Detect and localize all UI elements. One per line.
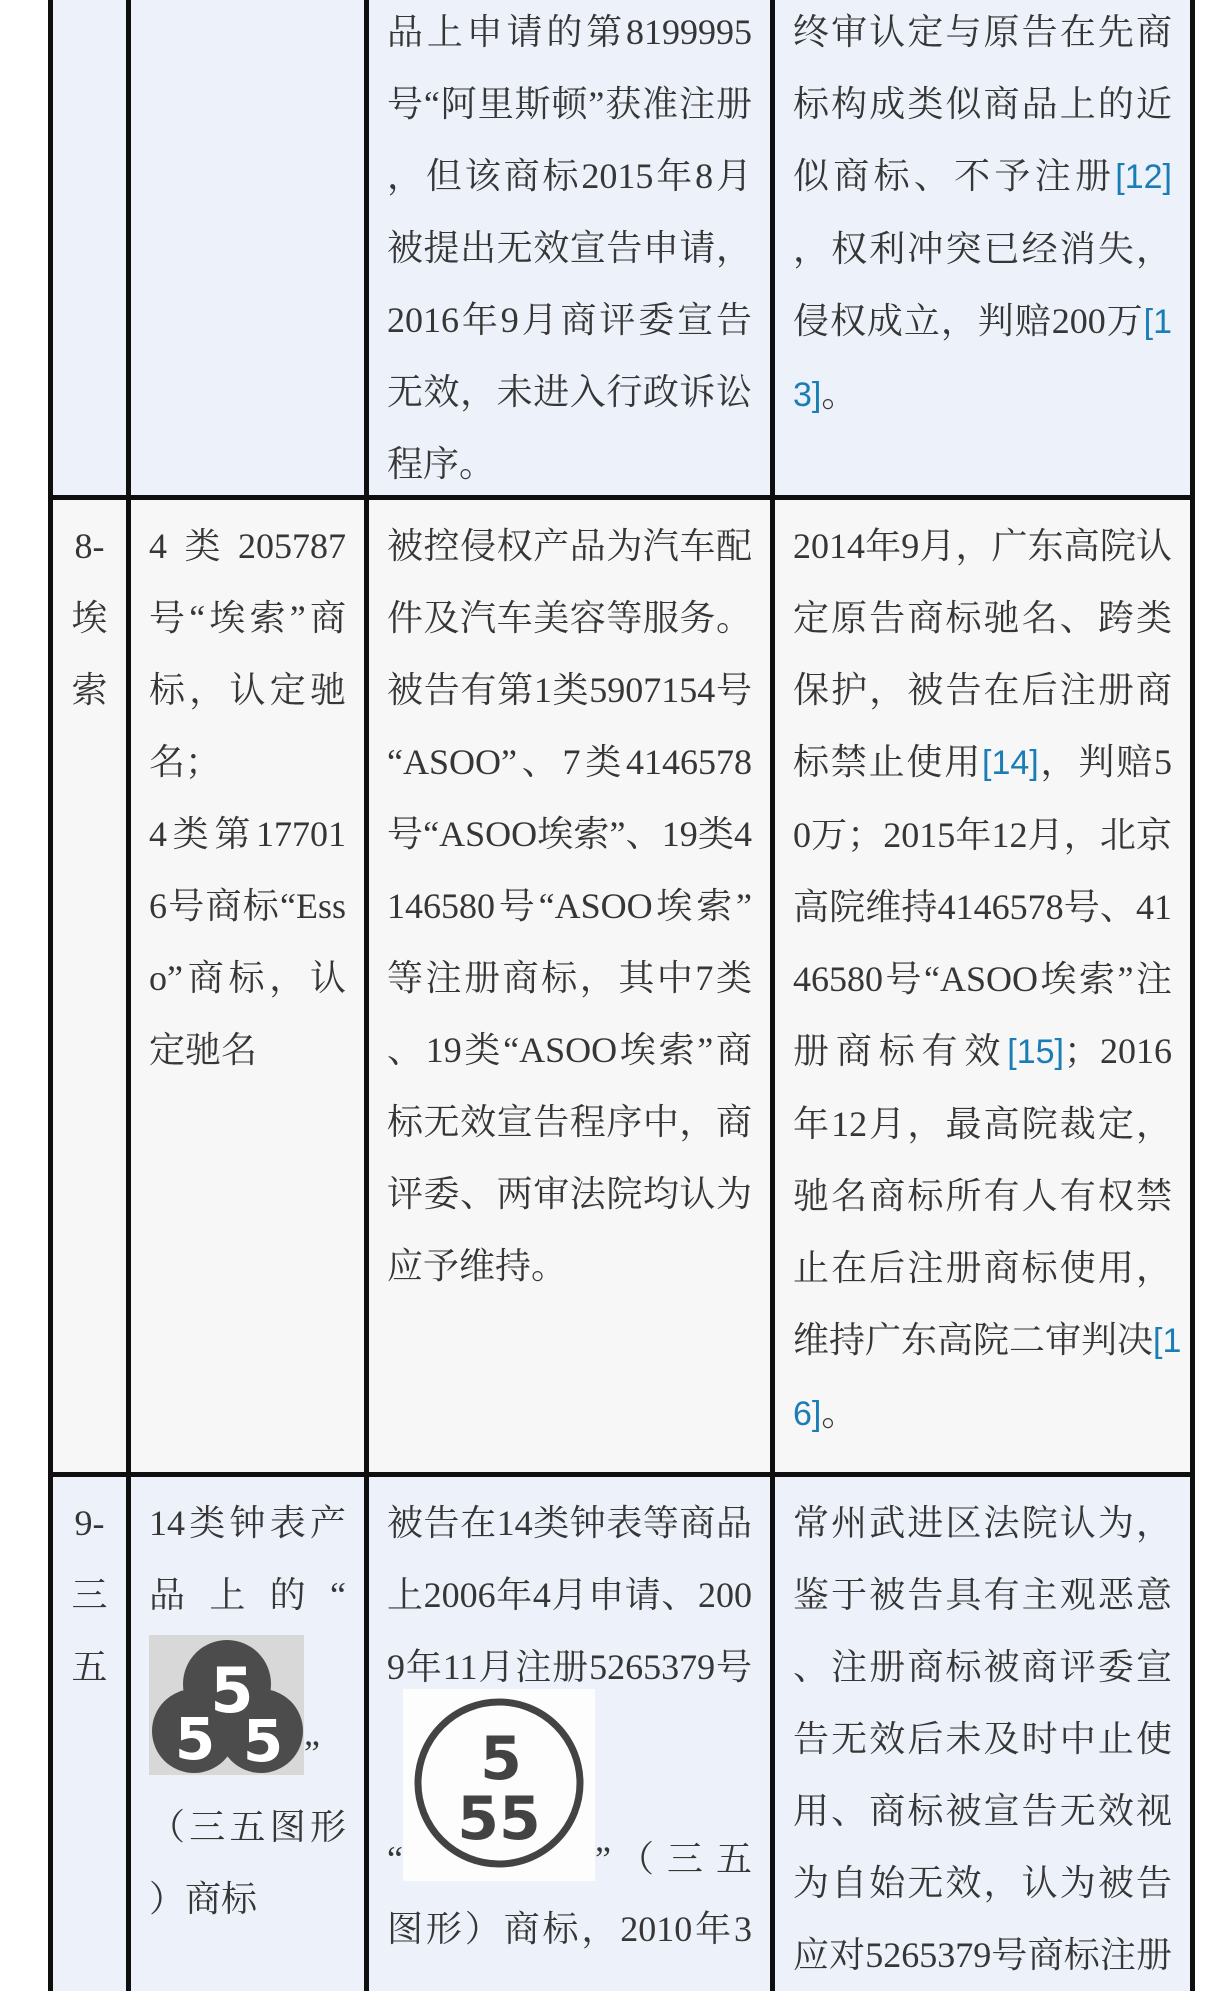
- text-segment: 册商标有效: [793, 1031, 1008, 1071]
- text-segment: o”商标，认: [149, 958, 346, 998]
- text-line: [793, 799, 1172, 871]
- text-segment: 用、商标被宣告无效视: [793, 1791, 1172, 1831]
- text-line: [387, 428, 752, 495]
- text-line: [55, 654, 124, 726]
- text-line: [387, 582, 752, 654]
- text-line: [793, 1703, 1172, 1775]
- text-segment: 维持广东高院二审判决: [793, 1320, 1154, 1360]
- text-line: [793, 1304, 1182, 1377]
- text-segment: 五: [71, 1647, 108, 1687]
- table-row-case9: [53, 1477, 1190, 1991]
- text-line: [149, 726, 346, 798]
- text-line: [387, 1230, 752, 1302]
- text-line: [387, 68, 752, 140]
- text-segment: 、注册商标被商评委宣: [793, 1647, 1172, 1687]
- text-segment: 被告有第1类5907154号: [387, 670, 752, 710]
- text-line: [793, 943, 1172, 1015]
- text-segment: 标，认定驰: [149, 670, 346, 710]
- text-line: [793, 582, 1172, 654]
- text-line: [387, 654, 752, 726]
- text-segment: 等注册商标，其中7类: [387, 958, 752, 998]
- case8-ruling-text: [793, 510, 1182, 1450]
- text-segment: 标禁止使用: [793, 742, 983, 782]
- text-line: [55, 1559, 124, 1631]
- citation-link[interactable]: [1: [1153, 1322, 1182, 1360]
- text-segment: 常州武进区法院认为，: [793, 1503, 1172, 1543]
- citation-link[interactable]: 6]: [793, 1395, 822, 1433]
- cell-case8-ruling: [770, 500, 1190, 1472]
- text-line: [387, 1487, 752, 1559]
- logo-digit: 5: [210, 1654, 254, 1727]
- text-line: [387, 798, 752, 870]
- text-segment: 定驰名: [149, 1030, 258, 1070]
- citation-link[interactable]: [14]: [982, 744, 1039, 782]
- case9-id-text: [55, 1487, 124, 1703]
- text-line: [793, 0, 1172, 68]
- cell-case9-id: [53, 1477, 126, 1991]
- text-line: [793, 68, 1172, 140]
- text-line: [387, 140, 752, 212]
- text-segment: 名；: [149, 742, 222, 782]
- text-line: [793, 1775, 1172, 1847]
- text-line: [793, 1377, 1172, 1450]
- logo-digit: 5: [480, 1724, 522, 1794]
- text-segment: 46580号“ASOO埃索”注: [793, 959, 1172, 999]
- text-line: [387, 212, 752, 284]
- logo-digit: 5: [174, 1705, 216, 1773]
- text-segment: 高院维持4146578号、41: [793, 887, 1172, 927]
- text-line: [793, 1847, 1172, 1919]
- case7-infringement-text: [387, 0, 752, 495]
- case9-infringement-text-top: [387, 1487, 752, 1703]
- text-line: [793, 726, 1172, 799]
- text-line: [387, 510, 752, 582]
- text-line: [55, 510, 124, 582]
- text-segment: 2014年9月，广东高院认: [793, 526, 1172, 566]
- text-line: [387, 356, 752, 428]
- text-segment: 保护，被告在后注册商: [793, 670, 1172, 710]
- text-line: [149, 1014, 346, 1086]
- case8-trademark-text: [149, 510, 346, 1086]
- text-segment: 无效，未进入行政诉讼: [387, 372, 752, 412]
- text-line: [793, 213, 1172, 285]
- text-segment: 9-: [74, 1503, 105, 1543]
- text-segment: “ASOO”、7类4146578: [387, 742, 752, 782]
- text-line: [793, 1919, 1172, 1991]
- case9-infringing-mark-image-line: [387, 1689, 765, 1881]
- text-line: [793, 1631, 1172, 1703]
- text-line: [793, 654, 1172, 726]
- text-segment: 件及汽车美容等服务。: [387, 598, 752, 638]
- text-line: [149, 1791, 346, 1863]
- text-segment: 鉴于被告具有主观恶意: [793, 1575, 1172, 1615]
- text-line: [387, 284, 752, 356]
- text-segment: 标无效宣告程序中，商: [387, 1102, 752, 1142]
- cell-case8-id: [53, 500, 126, 1472]
- text-segment: 8-: [74, 526, 105, 566]
- cell-case7-id: [53, 0, 126, 495]
- case9-trademark-text-top: [149, 1487, 346, 1631]
- table-row-case8: [53, 500, 1190, 1477]
- text-segment: 告无效后未及时中止使: [793, 1719, 1172, 1759]
- text-line: [387, 1014, 752, 1086]
- cell-case8-trademark: [126, 500, 364, 1472]
- text-segment: 被告在14类钟表等商品: [387, 1503, 752, 1543]
- text-segment: 被提出无效宣告申请，: [387, 228, 752, 268]
- table-row-case7: [53, 0, 1190, 500]
- text-segment: 。: [821, 374, 858, 414]
- text-segment: 号“阿里斯顿”获准注册: [387, 84, 752, 124]
- case9-ruling-text: [793, 1487, 1172, 1991]
- text-segment: 评委、两审法院均认为: [387, 1174, 752, 1214]
- text-segment: 0万；2015年12月，北京: [793, 815, 1172, 855]
- text-segment: 号“埃索”商: [149, 598, 346, 638]
- text-line: [149, 942, 346, 1014]
- text-line: [793, 1232, 1172, 1304]
- text-segment: 埃: [71, 598, 108, 638]
- text-segment: 止在后注册商标使用，: [793, 1248, 1172, 1288]
- cell-case7-ruling: [770, 0, 1190, 495]
- text-line: [387, 1893, 752, 1965]
- text-segment: 侵权成立，判赔200万: [793, 301, 1144, 341]
- text-line: [387, 870, 752, 942]
- text-segment: （三五图形: [149, 1807, 346, 1847]
- text-segment: 、19类“ASOO埃索”商: [387, 1030, 752, 1070]
- text-segment: 为自始无效，认为被告: [793, 1863, 1172, 1903]
- closing-quote: ”: [304, 1733, 320, 1773]
- text-line: [793, 1160, 1172, 1232]
- text-segment: 程序。: [387, 444, 496, 484]
- text-line: [793, 871, 1172, 943]
- text-segment: 标构成类似商品上的近: [793, 84, 1172, 124]
- text-segment: 4类第17701: [149, 814, 346, 854]
- citation-link[interactable]: 3]: [793, 376, 822, 414]
- text-segment: 14类钟表产: [149, 1503, 346, 1543]
- text-segment: 9年11月注册5265379号: [387, 1647, 752, 1687]
- text-line: [149, 582, 346, 654]
- text-line: [387, 1086, 752, 1158]
- text-segment: 被控侵权产品为汽车配: [387, 526, 752, 566]
- case9-trademark-image-line: [149, 1635, 346, 1775]
- text-segment: ）商标: [149, 1879, 258, 1919]
- text-line: [387, 1559, 752, 1631]
- text-line: [149, 870, 346, 942]
- text-segment: 4类205787: [149, 526, 346, 566]
- text-segment: 应对5265379号商标注册: [793, 1935, 1172, 1975]
- text-segment: 索: [71, 670, 108, 710]
- text-segment: ；2016: [1063, 1031, 1172, 1071]
- text-segment: 6号商标“Ess: [149, 886, 346, 926]
- citation-link[interactable]: [1: [1143, 303, 1172, 341]
- text-line: [793, 140, 1172, 213]
- text-line: [149, 1559, 346, 1631]
- 555-circle-outline-logo-image: [403, 1689, 595, 1881]
- text-segment: 终审认定与原告在先商: [793, 12, 1172, 52]
- cell-case9-infringement: [364, 1477, 770, 1991]
- text-line: [793, 358, 1172, 431]
- case9-trademark-text-bottom: [149, 1791, 346, 1935]
- after-image-text: （三五: [617, 1839, 765, 1879]
- text-line: [55, 1631, 124, 1703]
- logo-digits: 55: [457, 1784, 541, 1854]
- text-line: [149, 654, 346, 726]
- text-line: [793, 1088, 1172, 1160]
- cell-case7-trademark: [126, 0, 364, 495]
- text-line: [793, 510, 1172, 582]
- text-segment: 品上申请的第8199995: [387, 12, 752, 52]
- text-segment: ，判赔5: [1038, 742, 1172, 782]
- cell-case9-ruling: [770, 1477, 1190, 1991]
- opening-quote: “: [387, 1839, 403, 1879]
- cell-case8-infringement: [364, 500, 770, 1472]
- text-line: [387, 0, 752, 68]
- text-line: [793, 285, 1172, 358]
- 555-triple-circles-logo-image: [149, 1635, 304, 1775]
- text-line: [55, 1487, 124, 1559]
- text-segment: 年12月，最高院裁定，: [793, 1104, 1172, 1144]
- text-segment: 三: [71, 1575, 108, 1615]
- text-line: [793, 1015, 1172, 1088]
- cell-case9-trademark: [126, 1477, 364, 1991]
- case8-infringement-text: [387, 510, 752, 1302]
- text-line: [793, 1559, 1172, 1631]
- text-segment: 号“ASOO埃索”、19类4: [387, 814, 752, 854]
- text-line: [387, 942, 752, 1014]
- text-segment: 。: [821, 1393, 858, 1433]
- text-segment: 应予维持。: [387, 1246, 568, 1286]
- text-segment: 图形）商标，2010年3: [387, 1909, 752, 1949]
- text-segment: 定原告商标驰名、跨类: [793, 598, 1172, 638]
- text-segment: 品上的“: [149, 1575, 346, 1615]
- text-line: [149, 1863, 346, 1935]
- text-line: [55, 582, 124, 654]
- cell-case7-infringement: [364, 0, 770, 495]
- citation-link[interactable]: [15]: [1007, 1033, 1064, 1071]
- text-segment: 2016年9月商评委宣告: [387, 300, 752, 340]
- text-segment: 似商标、不予注册: [793, 156, 1116, 196]
- text-segment: 146580号“ASOO埃索”: [387, 886, 752, 926]
- text-line: [387, 726, 752, 798]
- text-line: [149, 510, 346, 582]
- trademark-case-table: [48, 0, 1195, 1991]
- text-line: [149, 1487, 346, 1559]
- case9-infringement-text-bottom: [387, 1893, 752, 1965]
- citation-link[interactable]: [12]: [1115, 158, 1172, 196]
- closing-quote: ”: [594, 1839, 611, 1879]
- text-line: [387, 1158, 752, 1230]
- text-segment: 驰名商标所有人有权禁: [793, 1176, 1172, 1216]
- text-segment: ，但该商标2015年8月: [387, 156, 752, 196]
- text-line: [149, 798, 346, 870]
- text-segment: 上2006年4月申请、200: [387, 1575, 752, 1615]
- text-line: [793, 1487, 1172, 1559]
- text-segment: ，权利冲突已经消失，: [793, 229, 1172, 269]
- case7-ruling-text: [793, 0, 1172, 431]
- logo-digit: 5: [242, 1707, 284, 1775]
- case8-id-text: [55, 510, 124, 726]
